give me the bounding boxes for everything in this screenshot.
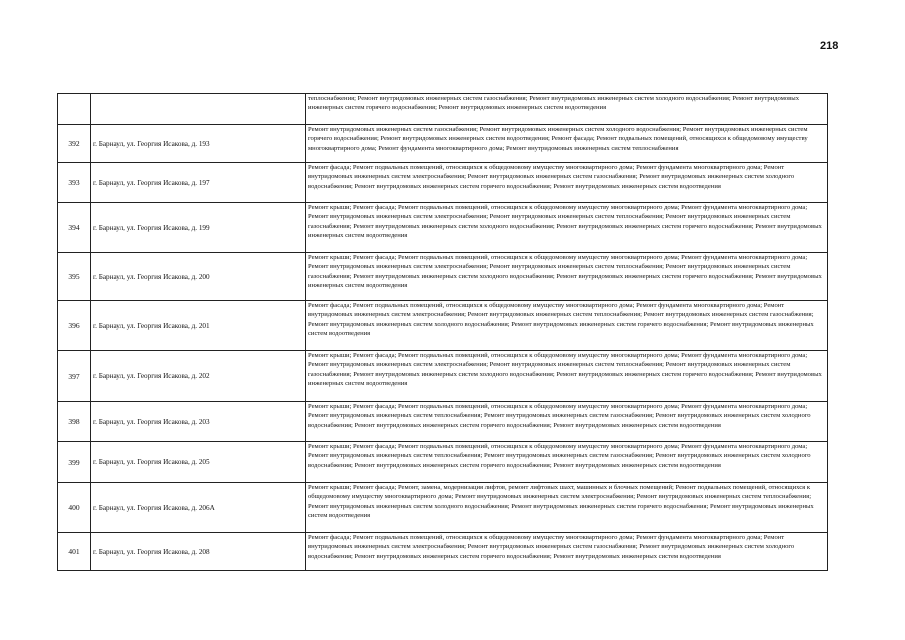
works-text: Ремонт крыши; Ремонт фасада; Ремонт подвальных помещений, относящихся к общедомовому имуществу многоквартирного дома; Ремонт фундамента многоквартирного дома; Ремонт внутридомовых инженерных систем электроснабжения; Ремонт внутридомовых инженерных систем теплоснабжения; Ремонт внутридомовых инженерных систем газоснабжения; Ремонт внутридомовых инженерных систем холодного водоснабжения; Ремонт внутридомовых инженерных систем горячего водоснабжения; Ремонт внутридомовых инженерных систем водоотведения: [308, 204, 822, 239]
row-number-cell: 396: [58, 301, 91, 350]
address-cell: г. Барнаул, ул. Георгия Исакова, д. 197: [91, 163, 306, 202]
repair-works-table: [57, 93, 828, 571]
works-text: Ремонт крыши; Ремонт фасада; Ремонт подвальных помещений, относящихся к общедомовому имуществу многоквартирного дома; Ремонт фундамента многоквартирного дома; Ремонт внутридомовых инженерных систем теплоснабжения; Ремонт внутридомовых инженерных систем газоснабжения; Ремонт внутридомовых инженерных систем холодного водоснабжения; Ремонт внутридомовых инженерных систем горячего водоснабжения; Ремонт внутридомовых инженерных систем водоотведения: [308, 443, 811, 469]
address-cell: г. Барнаул, ул. Георгия Исакова, д. 208: [91, 533, 306, 570]
table-row: [58, 442, 828, 483]
row-number-cell: 400: [58, 483, 91, 532]
works-text: Ремонт внутридомовых инженерных систем газоснабжения; Ремонт внутридомовых инженерных систем холодного водоснабжения; Ремонт внутридомовых инженерных систем горячего водоснабжения; Ремонт внутридомовых инженерных систем водоотведения; Ремонт фасада; Ремонт подвальных помещений, относящихся к общедомовому имуществу многоквартирного дома; Ремонт фундамента многоквартирного дома; Ремонт внутридомовых инженерных систем теплоснабжения: [308, 126, 808, 152]
table-row: [58, 533, 828, 571]
address-cell: г. Барнаул, ул. Георгия Исакова, д. 200: [91, 253, 306, 300]
works-cell: [306, 533, 828, 570]
works-text: Ремонт крыши; Ремонт фасада; Ремонт подвальных помещений, относящихся к общедомовому имуществу многоквартирного дома; Ремонт фундамента многоквартирного дома; Ремонт внутридомовых инженерных систем электроснабжения; Ремонт внутридомовых инженерных систем теплоснабжения; Ремонт внутридомовых инженерных систем газоснабжения; Ремонт внутридомовых инженерных систем холодного водоснабжения; Ремонт внутридомовых инженерных систем горячего водоснабжения; Ремонт внутридомовых инженерных систем водоотведения: [308, 254, 822, 289]
address-cell: г. Барнаул, ул. Георгия Исакова, д. 202: [91, 351, 306, 401]
row-number-cell: 395: [58, 253, 91, 300]
address-cell: г. Барнаул, ул. Георгия Исакова, д. 201: [91, 301, 306, 350]
works-cell: [306, 163, 828, 202]
row-number-cell: 398: [58, 402, 91, 441]
works-cell: [306, 203, 828, 252]
table-row: [58, 483, 828, 533]
works-text: Ремонт фасада; Ремонт подвальных помещений, относящихся к общедомовому имуществу многоквартирного дома; Ремонт фундамента многоквартирного дома; Ремонт внутридомовых инженерных систем электроснабжения; Ремонт внутридомовых инженерных систем газоснабжения; Ремонт внутридомовых инженерных систем холодного водоснабжения; Ремонт внутридомовых инженерных систем горячего водоснабжения; Ремонт внутридомовых инженерных систем водоотведения: [308, 164, 795, 190]
row-number-cell: 392: [58, 125, 91, 162]
works-cell: [306, 94, 828, 124]
works-cell: [306, 351, 828, 401]
row-number-cell: 397: [58, 351, 91, 401]
works-cell: [306, 125, 828, 162]
table-row: [58, 301, 828, 351]
works-text: Ремонт крыши; Ремонт фасада; Ремонт подвальных помещений, относящихся к общедомовому имуществу многоквартирного дома; Ремонт фундамента многоквартирного дома; Ремонт внутридомовых инженерных систем электроснабжения; Ремонт внутридомовых инженерных систем теплоснабжения; Ремонт внутридомовых инженерных систем газоснабжения; Ремонт внутридомовых инженерных систем холодного водоснабжения; Ремонт внутридомовых инженерных систем горячего водоснабжения; Ремонт внутридомовых инженерных систем водоотведения: [308, 352, 822, 387]
table-row: [58, 253, 828, 301]
address-cell: г. Барнаул, ул. Георгия Исакова, д. 199: [91, 203, 306, 252]
works-text: теплоснабжения; Ремонт внутридомовых инженерных систем газоснабжения; Ремонт внутридомовых инженерных систем холодного водоснабжения; Ремонт внутридомовых инженерных систем горячего водоснабжения; Ремонт внутридомовых инженерных систем водоотведения: [308, 95, 800, 112]
address-cell: г. Барнаул, ул. Георгия Исакова, д. 206А: [91, 483, 306, 532]
table-row: [58, 125, 828, 163]
table-row: [58, 203, 828, 253]
works-cell: [306, 253, 828, 300]
table-row: [58, 94, 828, 125]
page-number: 218: [820, 40, 839, 52]
row-number-cell: 399: [58, 442, 91, 482]
address-cell: г. Барнаул, ул. Георгия Исакова, д. 203: [91, 402, 306, 441]
row-number-cell: 401: [58, 533, 91, 570]
address-cell: г. Барнаул, ул. Георгия Исакова, д. 193: [91, 125, 306, 162]
row-number-cell: 393: [58, 163, 91, 202]
table-row: [58, 351, 828, 402]
works-cell: [306, 402, 828, 441]
works-text: Ремонт крыши; Ремонт фасада; Ремонт подвальных помещений, относящихся к общедомовому имуществу многоквартирного дома; Ремонт фундамента многоквартирного дома; Ремонт внутридомовых инженерных систем теплоснабжения; Ремонт внутридомовых инженерных систем газоснабжения; Ремонт внутридомовых инженерных систем холодного водоснабжения; Ремонт внутридомовых инженерных систем горячего водоснабжения; Ремонт внутридомовых инженерных систем водоотведения: [308, 403, 811, 429]
works-cell: [306, 301, 828, 350]
works-cell: [306, 442, 828, 482]
row-number-cell: 394: [58, 203, 91, 252]
address-cell: г. Барнаул, ул. Георгия Исакова, д. 205: [91, 442, 306, 482]
works-text: Ремонт фасада; Ремонт подвальных помещений, относящихся к общедомовому имуществу многоквартирного дома; Ремонт фундамента многоквартирного дома; Ремонт внутридомовых инженерных систем электроснабжения; Ремонт внутридомовых инженерных систем теплоснабжения; Ремонт внутридомовых инженерных систем газоснабжения; Ремонт внутридомовых инженерных систем холодного водоснабжения; Ремонт внутридомовых инженерных систем горячего водоснабжения; Ремонт внутридомовых инженерных систем водоотведения: [308, 302, 814, 337]
works-text: Ремонт фасада; Ремонт подвальных помещений, относящихся к общедомовому имуществу многоквартирного дома; Ремонт фундамента многоквартирного дома; Ремонт внутридомовых инженерных систем электроснабжения; Ремонт внутридомовых инженерных систем газоснабжения; Ремонт внутридомовых инженерных систем холодного водоснабжения; Ремонт внутридомовых инженерных систем горячего водоснабжения; Ремонт внутридомовых инженерных систем водоотведения: [308, 534, 795, 560]
works-cell: [306, 483, 828, 532]
row-number-cell: [58, 94, 91, 124]
address-cell: [91, 94, 306, 124]
table-row: [58, 402, 828, 442]
table-row: [58, 163, 828, 203]
works-text: Ремонт крыши; Ремонт фасада; Ремонт, замена, модернизация лифтов, ремонт лифтовых шахт, машинных и блочных помещений; Ремонт подвальных помещений, относящихся к общедомовому имуществу многоквартирного дома; Ремонт внутридомовых инженерных систем электроснабжения; Ремонт внутридомовых инженерных систем теплоснабжения; Ремонт внутридомовых инженерных систем холодного водоснабжения; Ремонт внутридомовых инженерных систем горячего водоснабжения; Ремонт внутридомовых инженерных систем водоотведения: [308, 484, 814, 519]
